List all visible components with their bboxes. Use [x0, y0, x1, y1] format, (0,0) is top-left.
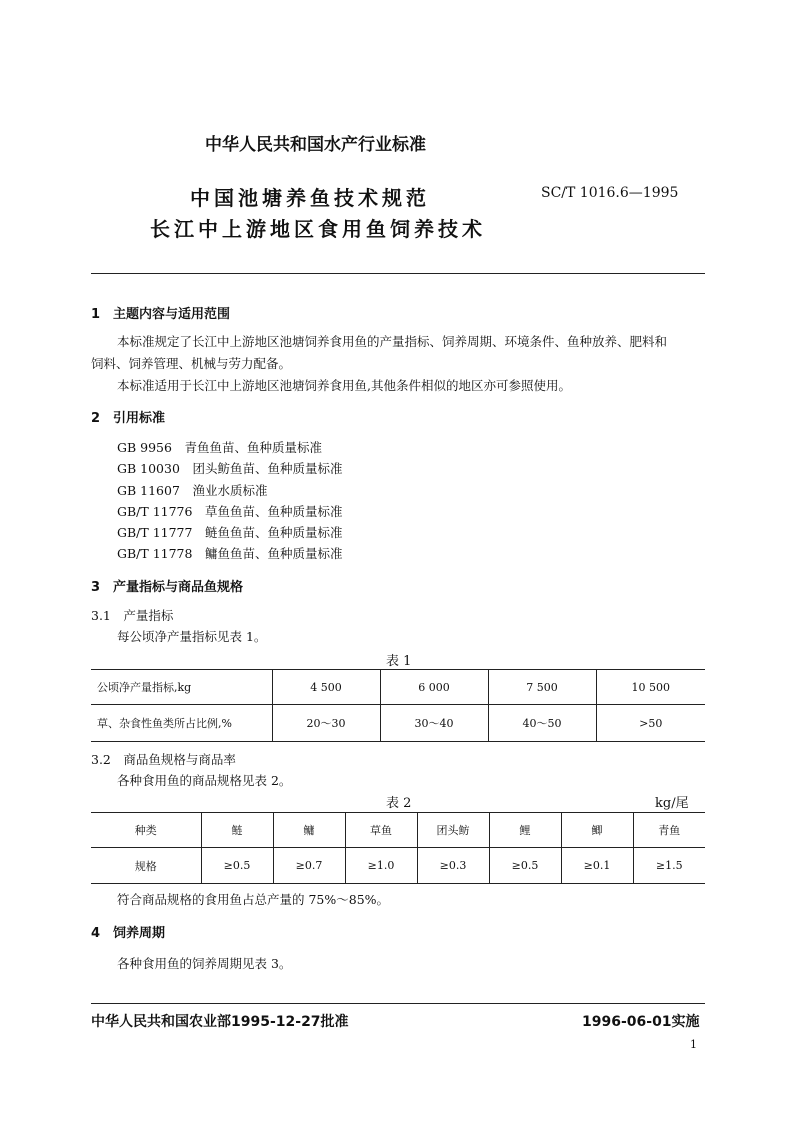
table-1-caption: 表 1 [386, 654, 412, 669]
table-cell: ≥0.5 [201, 848, 273, 884]
table-cell: ≥1.5 [633, 848, 705, 884]
table-cell: 10 500 [596, 670, 705, 705]
standard-title-line2: 长江中上游地区食用鱼饲养技术 [150, 217, 486, 241]
page-number: 1 [690, 1038, 697, 1051]
section-3-2-heading: 3.2 商品鱼规格与商品率 [91, 752, 236, 767]
reference-item: GB 9956 青鱼鱼苗、鱼种质量标准 [117, 440, 322, 455]
table-cell: ≥1.0 [345, 848, 417, 884]
standard-code: SC/T 1016.6—1995 [541, 185, 679, 201]
table-cell: ≥0.5 [489, 848, 561, 884]
table-header-row [91, 813, 705, 848]
section-1-para1-line1: 本标准规定了长江中上游地区池塘饲养食用鱼的产量指标、饲养周期、环境条件、鱼种放养、肥料和 [117, 334, 668, 349]
table-cell: >50 [596, 705, 705, 742]
table-header-cell: 青鱼 [633, 813, 705, 848]
table-cell: ≥0.1 [561, 848, 633, 884]
section-3-2-text: 各种食用鱼的商品规格见表 2。 [117, 773, 292, 788]
table-2 [91, 812, 705, 884]
reference-item: GB 11607 渔业水质标准 [117, 483, 268, 498]
header-divider [91, 273, 705, 274]
table-cell: 6 000 [380, 670, 488, 705]
approval-date: 中华人民共和国农业部1995-12-27批准 [91, 1014, 349, 1030]
table-1 [91, 669, 705, 742]
table-header-cell: 团头鲂 [417, 813, 489, 848]
table-row [91, 705, 705, 742]
table-cell: 规格 [91, 848, 201, 884]
table-header-cell: 草鱼 [345, 813, 417, 848]
reference-item: GB/T 11777 鲢鱼鱼苗、鱼种质量标准 [117, 525, 343, 540]
table-header-cell: 鲤 [489, 813, 561, 848]
section-1-para1-line2: 饲料、饲养管理、机械与劳力配备。 [91, 356, 292, 371]
section-3-1-heading: 3.1 产量指标 [91, 608, 174, 623]
table-2-caption: 表 2 [386, 796, 412, 811]
reference-item: GB 10030 团头鲂鱼苗、鱼种质量标准 [117, 461, 343, 476]
standard-title-line1: 中国池塘养鱼技术规范 [190, 186, 430, 210]
table-cell: ≥0.3 [417, 848, 489, 884]
table-cell: 7 500 [488, 670, 596, 705]
table-row [91, 848, 705, 884]
section-4-text: 各种食用鱼的饲养周期见表 3。 [117, 956, 292, 971]
section-3-1-text: 每公顷净产量指标见表 1。 [117, 629, 267, 644]
table-cell: 30～40 [380, 705, 488, 742]
table-cell: 40～50 [488, 705, 596, 742]
table-cell: 草、杂食性鱼类所占比例,% [91, 705, 272, 742]
section-1-heading: 1 主题内容与适用范围 [91, 307, 231, 322]
section-4-heading: 4 饲养周期 [91, 926, 166, 941]
footer-divider [91, 1003, 705, 1004]
publisher-header: 中华人民共和国水产行业标准 [205, 135, 426, 155]
table-2-unit: kg/尾 [655, 796, 689, 811]
table-header-cell: 鲢 [201, 813, 273, 848]
table-cell: 20～30 [272, 705, 380, 742]
table-header-cell: 鳙 [273, 813, 345, 848]
table-cell: 4 500 [272, 670, 380, 705]
table-cell: ≥0.7 [273, 848, 345, 884]
section-1-para2: 本标准适用于长江中上游地区池塘饲养食用鱼,其他条件相似的地区亦可参照使用。 [117, 378, 571, 393]
table-row [91, 670, 705, 705]
reference-item: GB/T 11778 鳙鱼鱼苗、鱼种质量标准 [117, 546, 343, 561]
table-header-cell: 种类 [91, 813, 201, 848]
table-cell: 公顷净产量指标,kg [91, 670, 272, 705]
reference-item: GB/T 11776 草鱼鱼苗、鱼种质量标准 [117, 504, 343, 519]
section-3-heading: 3 产量指标与商品鱼规格 [91, 580, 244, 595]
commercial-rate-note: 符合商品规格的食用鱼占总产量的 75%～85%。 [117, 892, 390, 907]
section-2-heading: 2 引用标准 [91, 411, 166, 426]
table-header-cell: 鲫 [561, 813, 633, 848]
effective-date: 1996-06-01实施 [582, 1014, 700, 1030]
